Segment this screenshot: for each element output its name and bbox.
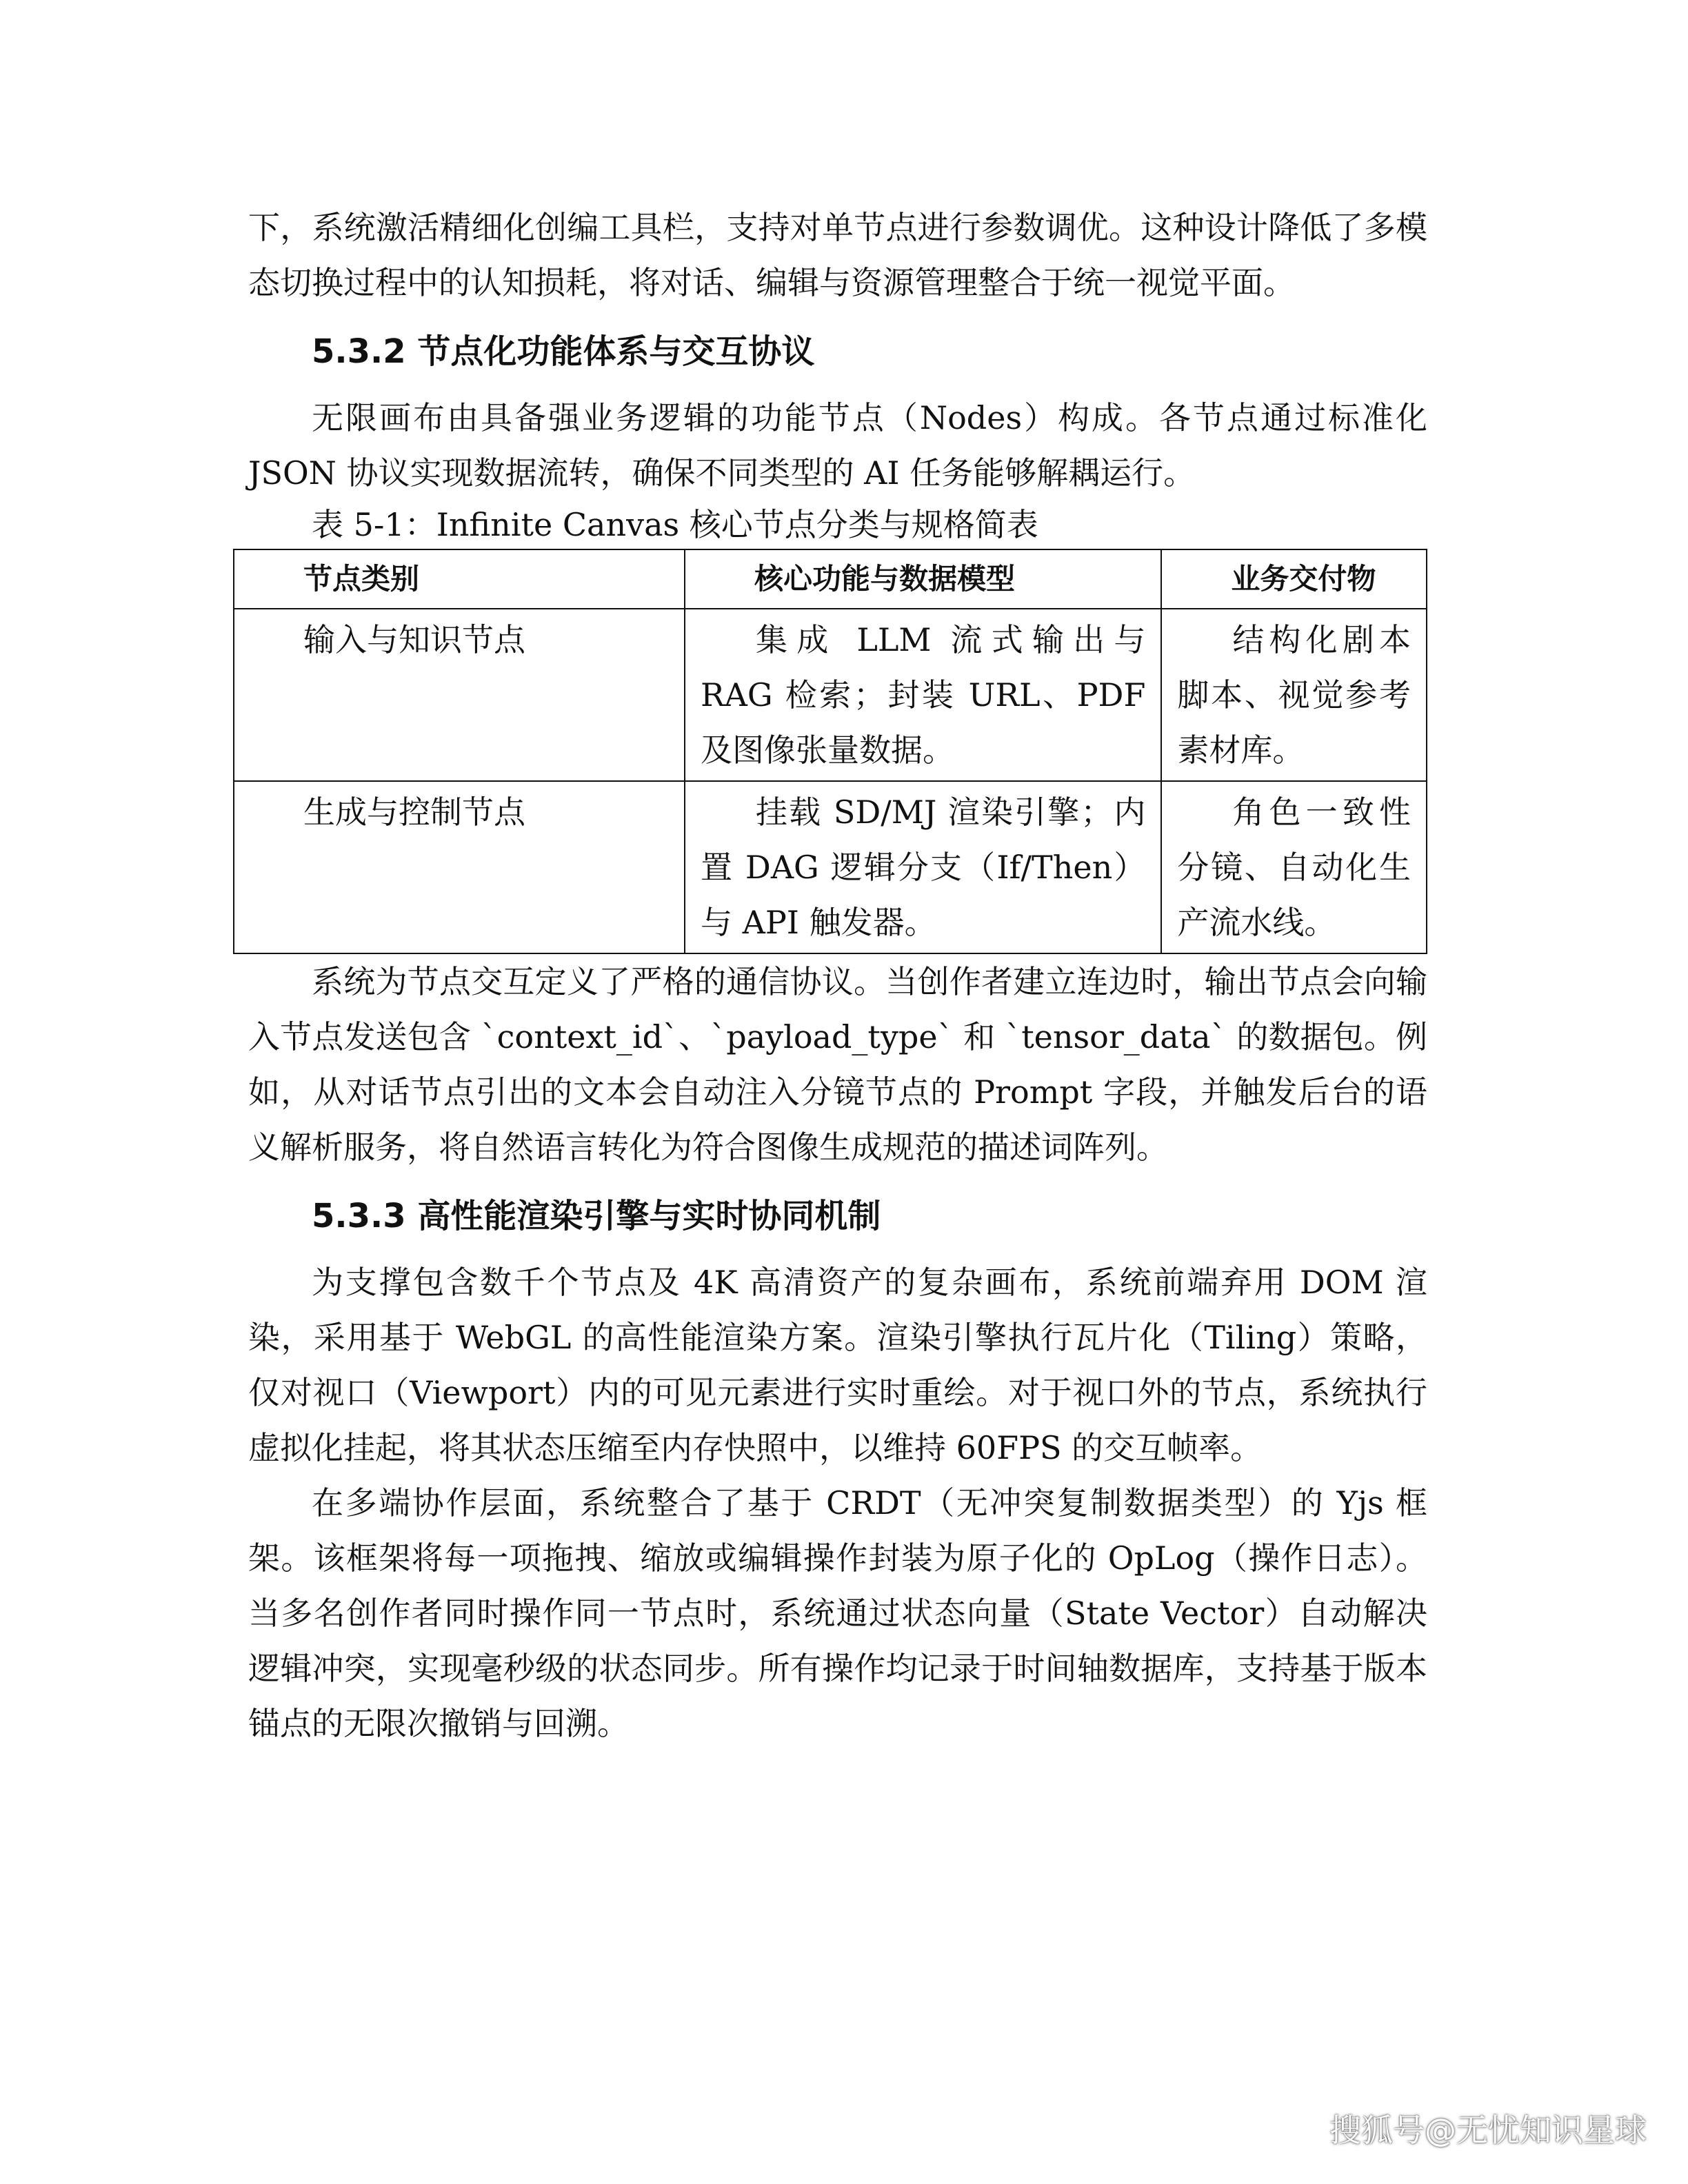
section-5-3-2-paragraph-1: 无限画布由具备强业务逻辑的功能节点（Nodes）构成。各节点通过标准化 JSON 协议实现数据流转，确保不同类型的 AI 任务能够解耦运行。 — [248, 399, 1427, 492]
table-row — [234, 609, 1427, 781]
table-caption: 表 5-1：Infinite Canvas 核心节点分类与规格简表 — [312, 506, 1038, 543]
table-header-function: 核心功能与数据模型 — [685, 549, 1161, 609]
section-heading-5-3-2: 5.3.2 节点化功能体系与交互协议 — [312, 332, 815, 371]
table-cell-function: 挂载 SD/MJ 渲染引擎；内置 DAG 逻辑分支（If/Then）与 API 触发器。 — [685, 781, 1161, 953]
intro-paragraph: 下，系统激活精细化创编工具栏，支持对单节点进行参数调优。这种设计降低了多模态切换过程中的认知损耗，将对话、编辑与资源管理整合于统一视觉平面。 — [248, 209, 1427, 301]
node-spec-table — [233, 549, 1427, 954]
table-header-category: 节点类别 — [234, 549, 685, 609]
table-cell-deliverable: 角色一致性分镜、自动化生产流水线。 — [1161, 781, 1427, 953]
section-5-3-2-paragraph-2: 系统为节点交互定义了严格的通信协议。当创作者建立连边时，输出节点会向输入节点发送包含 `context_id`、`payload_type` 和 `tensor_data` 的数据包。例如，从对话节点引出的文本会自动注入分镜节点的 Prompt 字段，并触发后台的语义解析服务，将自然语言转化为符合图像生成规范的描述词阵列。 — [248, 963, 1427, 1166]
table-cell-deliverable: 结构化剧本脚本、视觉参考素材库。 — [1161, 609, 1427, 781]
table-header-row — [234, 549, 1427, 609]
section-5-3-3-paragraph-1: 为支撑包含数千个节点及 4K 高清资产的复杂画布，系统前端弃用 DOM 渲染，采用基于 WebGL 的高性能渲染方案。渲染引擎执行瓦片化（Tiling）策略，仅对视口（Viewport）内的可见元素进行实时重绘。对于视口外的节点，系统执行虚拟化挂起，将其状态压缩至内存快照中，以维持 60FPS 的交互帧率。 — [248, 1264, 1427, 1466]
table-cell-category: 生成与控制节点 — [234, 781, 685, 953]
document-page — [248, 200, 1427, 1751]
section-5-3-3-paragraph-2: 在多端协作层面，系统整合了基于 CRDT（无冲突复制数据类型）的 Yjs 框架。该框架将每一项拖拽、缩放或编辑操作封装为原子化的 OpLog（操作日志）。当多名创作者同时操作同一节点时，系统通过状态向量（State Vector）自动解决逻辑冲突，实现毫秒级的状态同步。所有操作均记录于时间轴数据库，支持基于版本锚点的无限次撤销与回溯。 — [248, 1484, 1427, 1742]
watermark: 搜狐号@无忧知识星球 — [1329, 2112, 1647, 2149]
section-heading-5-3-3: 5.3.3 高性能渲染引擎与实时协同机制 — [312, 1197, 881, 1235]
table-header-deliverable: 业务交付物 — [1161, 549, 1427, 609]
table-cell-category: 输入与知识节点 — [234, 609, 685, 781]
table-cell-function: 集成 LLM 流式输出与 RAG 检索；封装 URL、PDF 及图像张量数据。 — [685, 609, 1161, 781]
table-row — [234, 781, 1427, 953]
